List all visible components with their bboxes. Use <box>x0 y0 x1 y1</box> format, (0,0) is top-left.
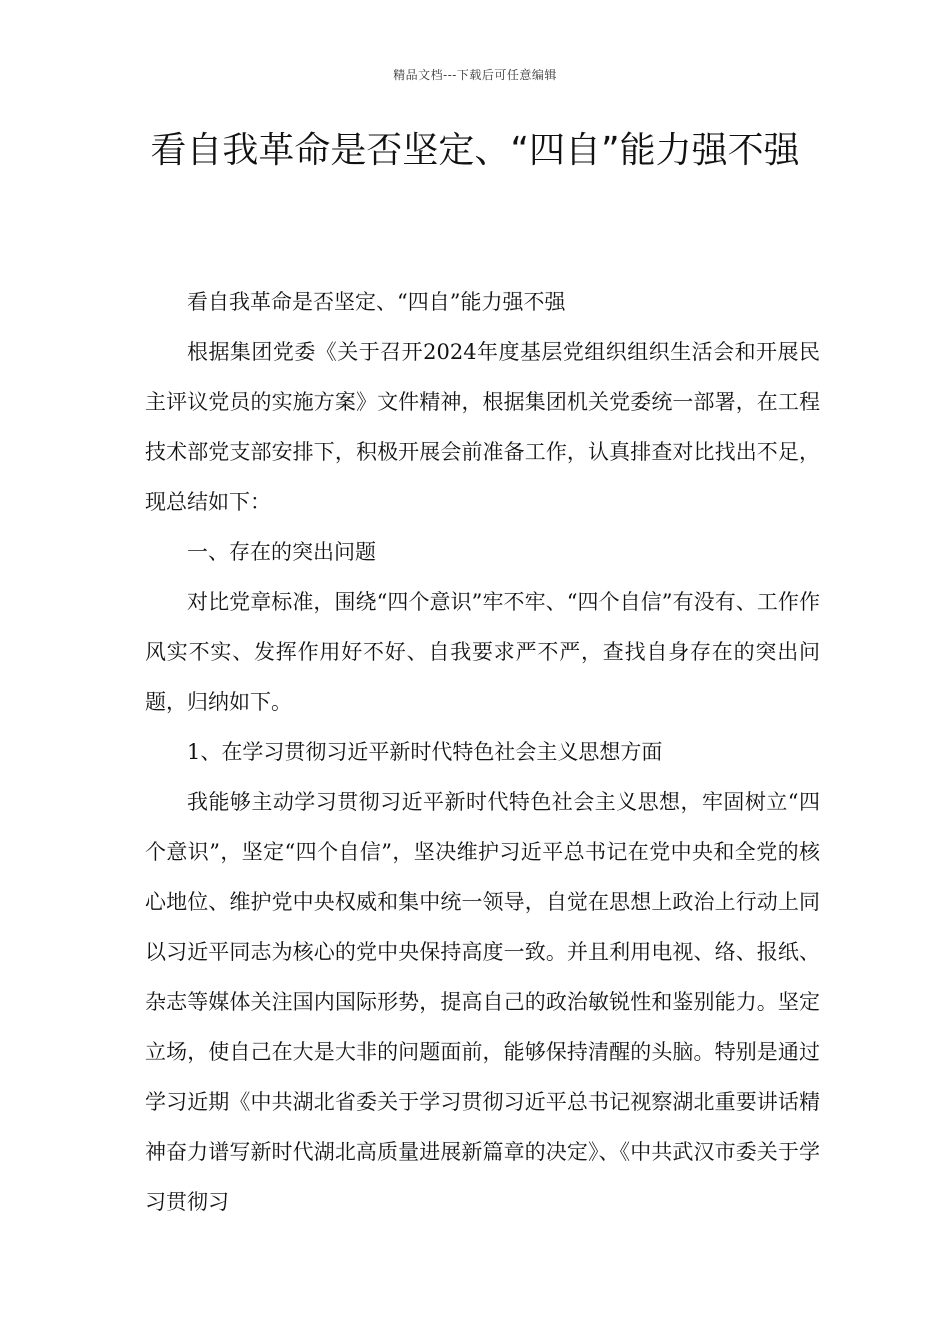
document-body <box>145 277 820 1227</box>
paragraph-detail: 我能够主动学习贯彻习近平新时代特色社会主义思想，牢固树立“四个意识”，坚定“四个自信”，坚决维护习近平总书记在党中央和全党的核心地位、维护党中央权威和集中统一领导，自觉在思想上政治上行动上同以习近平同志为核心的党中央保持高度一致。并且利用电视、络、报纸、杂志等媒体关注国内国际形势，提高自己的政治敏锐性和鉴别能力。坚定立场，使自己在大是大非的问题面前，能够保持清醒的头脑。特别是通过学习近期《中共湖北省委关于学习贯彻习近平总书记视察湖北重要讲话精神奋力谱写新时代湖北高质量进展新篇章的决定》、《中共武汉市委关于学习贯彻习 <box>145 790 820 1214</box>
section-heading: 一、存在的突出问题 <box>187 540 376 564</box>
paragraph-intro: 根据集团党委《关于召开2024年度基层党组织组织生活会和开展民主评议党员的实施方案》文件精神，根据集团机关党委统一部署，在工程技术部党支部安排下，积极开展会前准备工作，认真排查对比找出不足，现总结如下： <box>145 340 820 514</box>
subsection-heading: 1、在学习贯彻习近平新时代特色社会主义思想方面 <box>187 740 663 764</box>
paragraph-subtitle: 看自我革命是否坚定、“四自”能力强不强 <box>187 290 566 314</box>
document-title: 看自我革命是否坚定、“四自”能力强不强 <box>150 130 800 171</box>
paragraph-summary: 对比党章标准，围绕“四个意识”牢不牢、“四个自信”有没有、工作作风实不实、发挥作用好不好、自我要求严不严，查找自身存在的突出问题，归纳如下。 <box>145 590 820 714</box>
header-note: 精品文档---下载后可任意编辑 <box>393 68 557 82</box>
